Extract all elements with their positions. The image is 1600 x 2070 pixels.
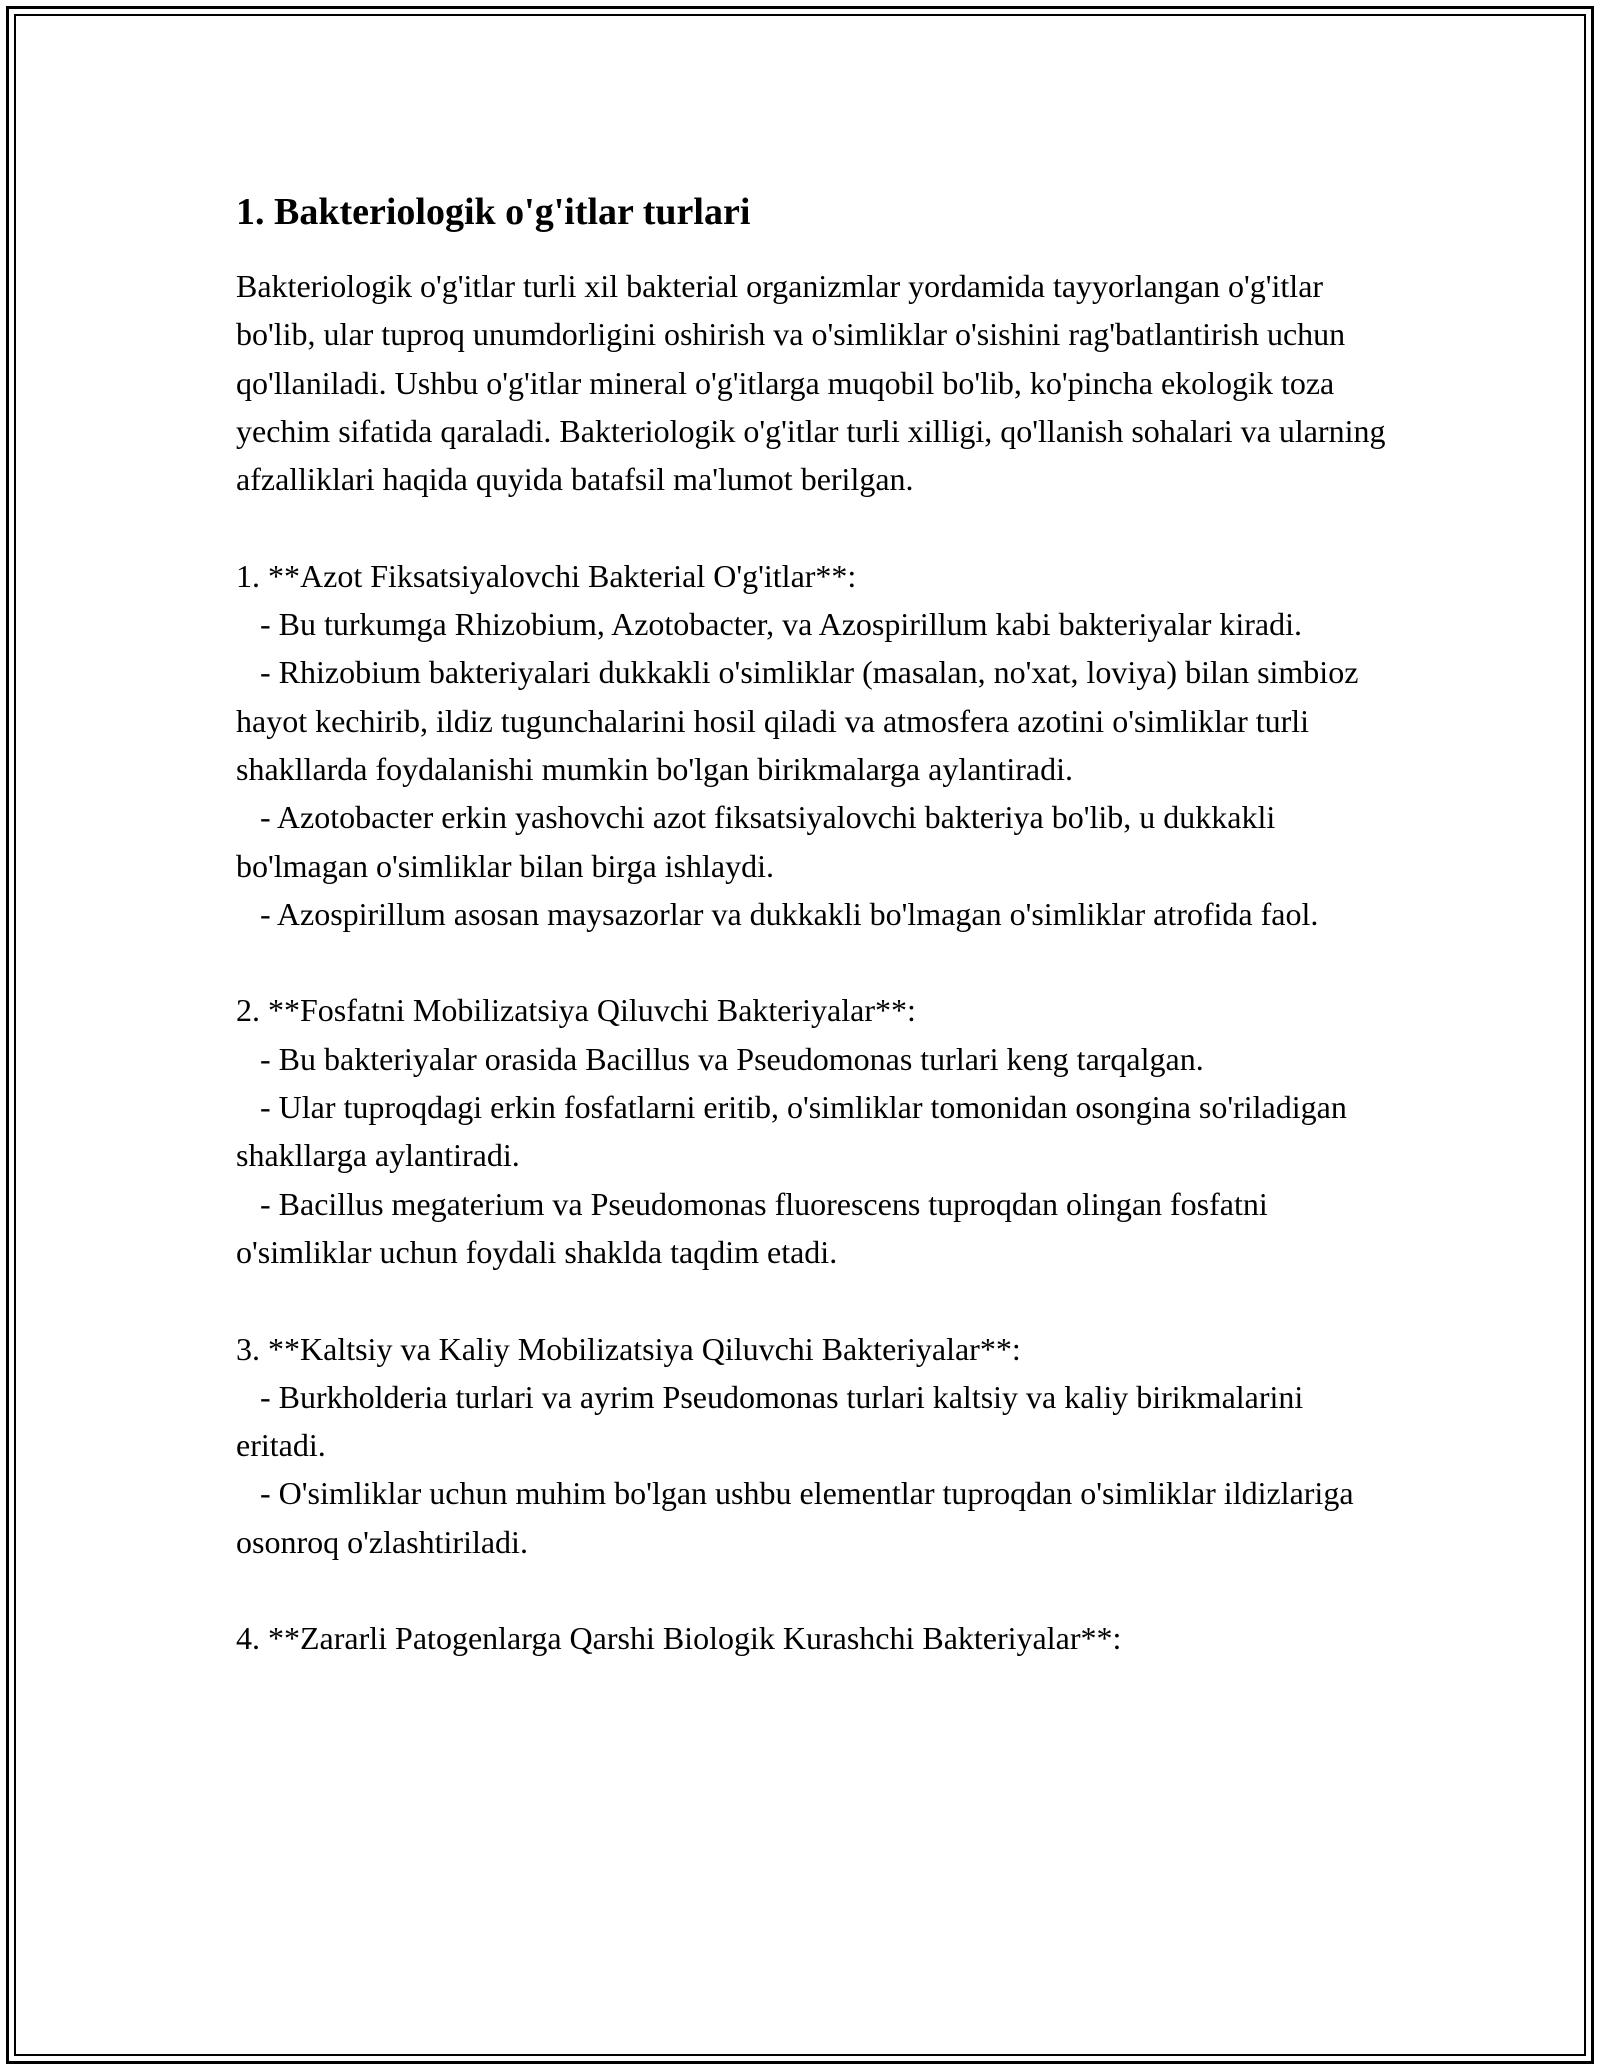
bullet-item: - Azotobacter erkin yashovchi azot fiksatsiyalovchi bakteriya bo'lib, u dukkakli bo'lmagan o'simliklar bilan birga ishlaydi. <box>236 799 1284 884</box>
bullet-item: - Azospirillum asosan maysazorlar va dukkakli bo'lmagan o'simliklar atrofida faol. <box>236 895 1319 932</box>
bullet-item: - Burkholderia turlari va ayrim Pseudomonas turlari kaltsiy va kaliy birikmalarini eritadi. <box>236 1378 1312 1464</box>
bullet-item: - O'simliklar uchun muhim bo'lgan ushbu elementlar tuproqdan o'simliklar ildizlariga osonroq o'zlashtiriladi. <box>236 1475 1362 1560</box>
section-title: 2. **Fosfatni Mobilizatsiya Qiluvchi Bakteriyalar**: <box>236 992 916 1029</box>
intro-paragraph: Bakteriologik o'g'itlar turli xil bakterial organizmlar yordamida tayyorlangan o'g'itlar bo'lib, ular tuproq unumdorligini oshirish va o'simliklar o'sishini rag'batlantirish uchun qo'llaniladi. Ushbu o'g'itlar mineral o'g'itlarga muqobil bo'lib, ko'pincha ekologik toza yechim sifatida qaraladi. Bakteriologik o'g'itlar turli xilligi, qo'llanish sohalari va ularning afzalliklari haqida quyida batafsil ma'lumot berilgan. <box>236 268 1394 498</box>
bullet-item: - Ular tuproqdagi erkin fosfatlarni eritib, o'simliklar tomonidan osongina so'riladigan shakllarga aylantiradi. <box>236 1089 1355 1174</box>
section-3 <box>236 1325 1386 1566</box>
bullet-item: - Rhizobium bakteriyalari dukkakli o'simliklar (masalan, no'xat, loviya) bilan simbioz hayot kechirib, ildiz tugunchalarini hosil qiladi va atmosfera azotini o'simliklar turli shakllarda foydalanishi mumkin bo'lgan birikmalarga aylantiradi. <box>236 654 1367 787</box>
document-heading: 1. Bakteriologik o'g'itlar turlari <box>236 191 751 233</box>
bullet-item: - Bu bakteriyalar orasida Bacillus va Pseudomonas turlari keng tarqalgan. <box>236 1040 1204 1077</box>
section-1 <box>236 552 1386 938</box>
bullet-item: - Bu turkumga Rhizobium, Azotobacter, va Azospirillum kabi bakteriyalar kiradi. <box>236 606 1303 643</box>
bullet-item: - Bacillus megaterium va Pseudomonas fluorescens tuproqdan olingan fosfatni o'simliklar uchun foydali shaklda taqdim etadi. <box>236 1185 1276 1270</box>
section-title: 4. **Zararli Patogenlarga Qarshi Biologik Kurashchi Bakteriyalar**: <box>236 1620 1122 1657</box>
section-title: 3. **Kaltsiy va Kaliy Mobilizatsiya Qiluvchi Bakteriyalar**: <box>236 1330 1021 1367</box>
section-title: 1. **Azot Fiksatsiyalovchi Bakterial O'g'itlar**: <box>236 557 857 594</box>
section-4 <box>236 1614 1386 1662</box>
section-2 <box>236 986 1386 1276</box>
document-body <box>236 188 1394 1663</box>
